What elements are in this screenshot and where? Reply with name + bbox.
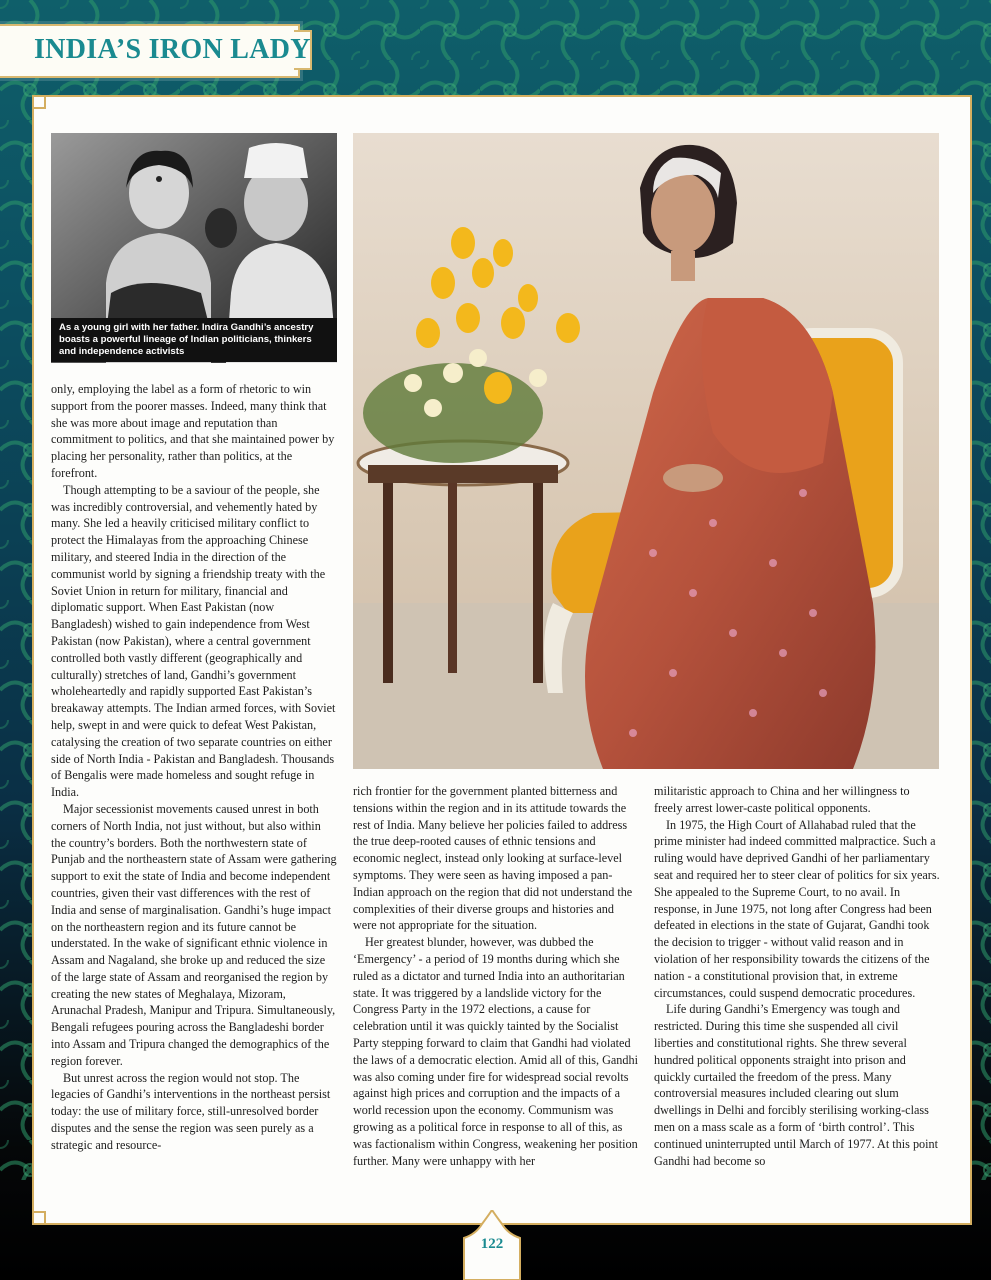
portrait-photo xyxy=(353,133,939,769)
article-column-3 xyxy=(654,783,940,1169)
paragraph: rich frontier for the government planted bitterness and tensions within the region and in its attitude towards the rest of India. Many believe her policies failed to address the true deep-rooted causes of ethnic tensions and economic neglect, instead only looking at surface-level symptoms. They were seen as having imposed a pan-Indian approach on the region that did not understand the complexities of their diverse groups and histories and were not appropriate for the situation. xyxy=(353,784,633,933)
page-number: 122 xyxy=(480,1236,504,1252)
paragraph: In 1975, the High Court of Allahabad ruled that the prime minister had indeed committed malpractice. Such a ruling would have deprived Gandhi of her parliamentary seat and required her to steer clear of politics for six years. She appealed to the Supreme Court, to no avail. In response, in June 1975, not long after Congress had been defeated in elections in the state of Gujarat, Gandhi took the decision to trigger - without valid reason and in violation of her responsibility towards the citizens of the nation - a constitutional provision that, in extreme circumstances, could suspend democratic procedures. xyxy=(654,817,940,1000)
article-column-2 xyxy=(353,783,639,1169)
photo-caption: As a young girl with her father. Indira Gandhi’s ancestry boasts a powerful lineage of Indian politicians, thinkers and independence activists xyxy=(51,318,337,362)
paragraph: But unrest across the region would not stop. The legacies of Gandhi’s interventions in the northeast persist today: the use of military force, still-unresolved border disputes and the sense the region was seen purely as a strategic and resource- xyxy=(51,1070,331,1152)
paragraph: Life during Gandhi’s Emergency was tough and restricted. During this time she suspended all civil liberties and constitutional rights. She threw several hundred political opponents straight into prison and quickly curtailed the freedom of the press. Many controversial measures included clearing out slum dwellings in Delhi and forcibly sterilising working-class men on a mass scale as a form of ‘birth control’. This continued uninterrupted until March of 1977. At this point Gandhi had become so xyxy=(654,1002,938,1168)
paragraph: only, employing the label as a form of rhetoric to win support from the poorer masses. Indeed, many think that she was more about image and reputation than commitment to politics, and that she maintained power by placing her personality, rather than politics, at the forefront. xyxy=(51,382,335,480)
page-title: INDIA’S IRON LADY xyxy=(34,34,311,65)
paragraph: militaristic approach to China and her willingness to freely arrest lower-caste political opponents. xyxy=(654,784,910,815)
paragraph: Major secessionist movements caused unrest in both corners of North India, not just without, but also within the country’s borders. Both the northwestern state of Punjab and the northeastern state of Assam were gathering support to exit the state of India and become independent countries, given their vast differences with the rest of India and sense of marginalisation. Gandhi’s huge impact on the northeastern region and its future cannot be understated. In the wake of significant ethnic violence in Assam and Nagaland, she broke up and reduced the size of the large state of Assam and reorganised the region by creating the new states of Meghalaya, Mizoram, Arunachal Pradesh, Manipur and Tripura. Simultaneously, Bengali refugees pouring across the Bangladeshi border into Assam and Tripura changed the demographics of the region forever. xyxy=(51,801,337,1068)
paragraph: Her greatest blunder, however, was dubbed the ‘Emergency’ - a period of 19 months during which she ruled as a dictator and turned India into an authoritarian state. It was triggered by a landslide victory for the Congress Party in the 1972 elections, a cause for celebration until it was quickly tainted by the Socialist Party stepping forward to claim that Gandhi had violated the laws of a democratic election. Amid all of this, Gandhi was also coming under fire for widespread social revolts against high prices and corruption and the impacts of a world recession upon the economy. Communism was growing as a political force in response to all of this, as was factionalism within Congress, weakening her position further. Many were unhappy with her xyxy=(353,935,638,1168)
article-column-1 xyxy=(51,381,337,1154)
panel-corner-bottom-left xyxy=(32,1211,46,1225)
paragraph: Though attempting to be a saviour of the people, she was incredibly controversial, and vehemently hated by many. She led a heavily criticised military conflict to protect the Himalayas from the approaching Chinese military, and steered India in the direction of the communist world by signing a friendship treaty with the Soviet Union in return for military, financial and diplomatic support. When East Pakistan (now Bangladesh) wished to gain independence from West Pakistan (now Pakistan), where a central government controlled both vastly different (geographically and culturally) stretches of land, Gandhi’s government wholeheartedly and rapidly supported East Pakistan’s breakaway attempts. The Indian armed forces, with Soviet help, swept in and were quick to defeat West Pakistan, catalysing the creation of two separate countries on either side of North India - Pakistan and Bangladesh. Thousands of Bengalis were made homeless and sought refuge in India. xyxy=(51,482,336,800)
panel-corner-top-left xyxy=(32,95,46,109)
